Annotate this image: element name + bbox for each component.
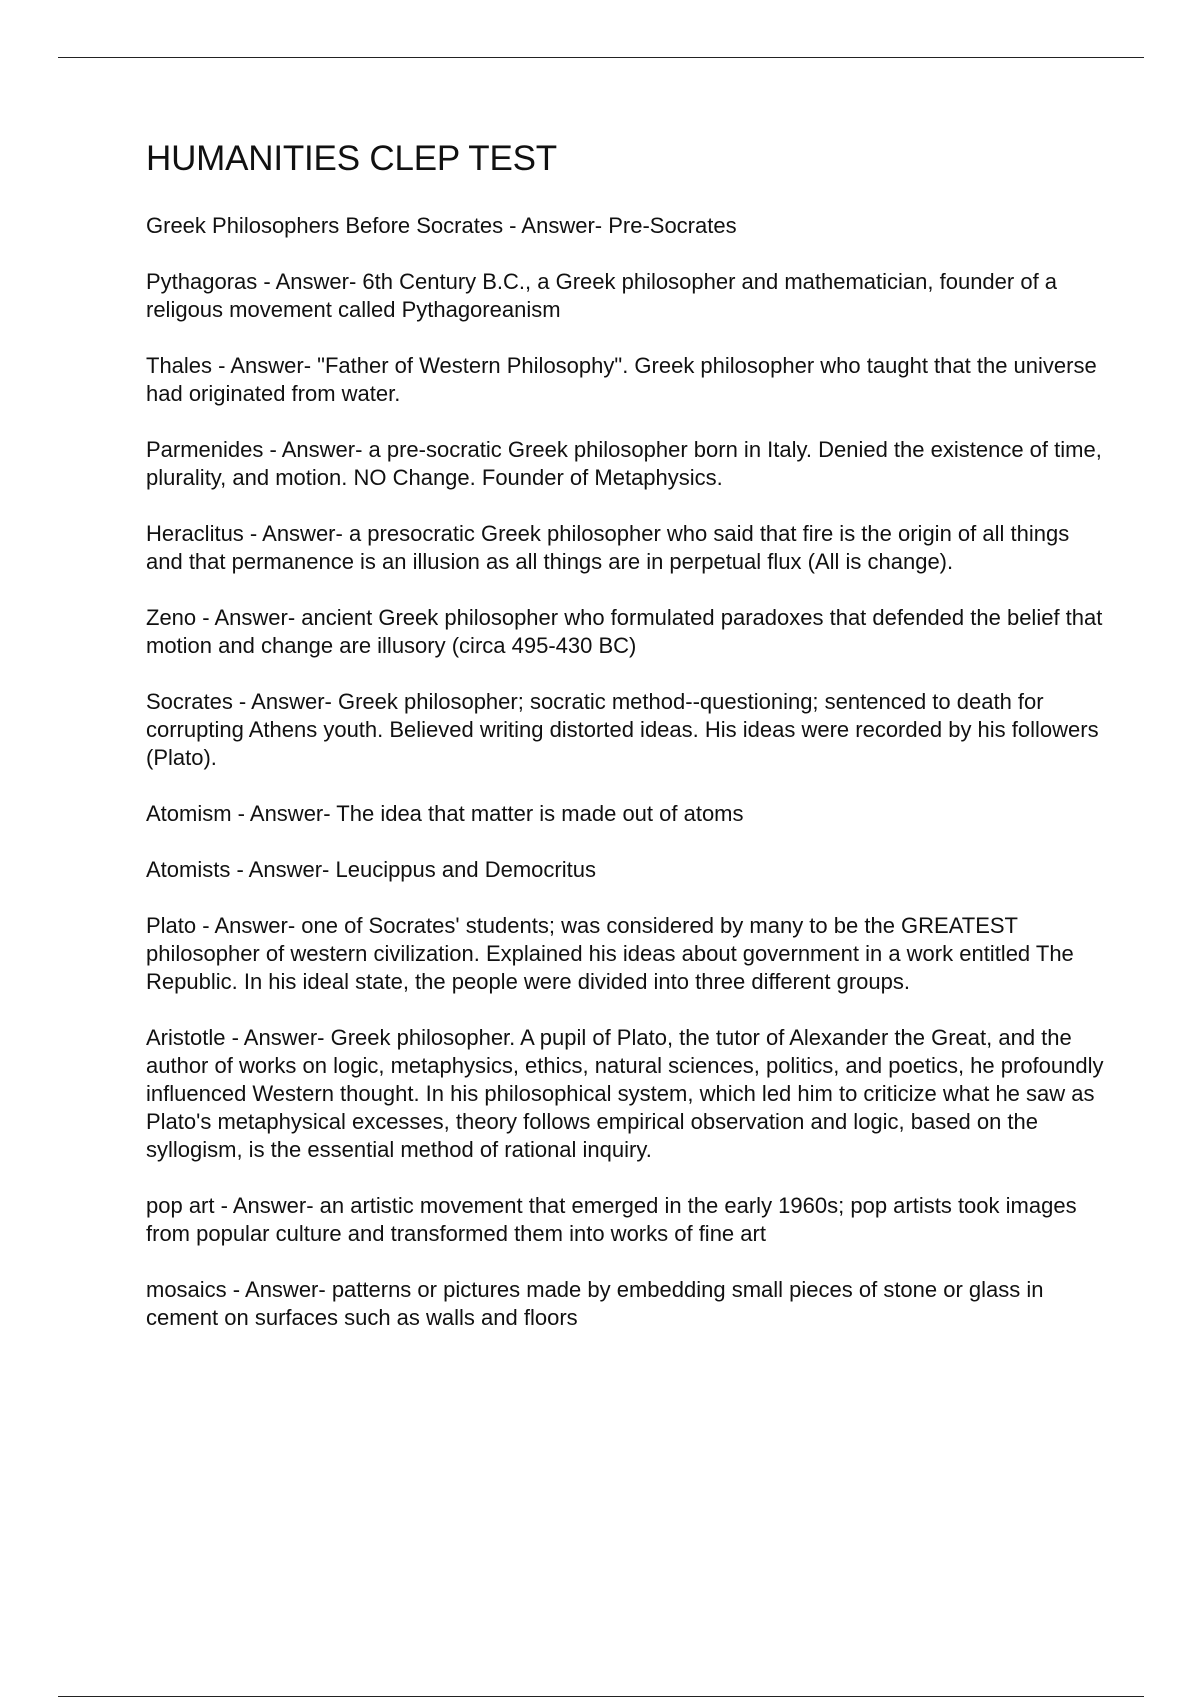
list-item: Pythagoras - Answer- 6th Century B.C., a Greek philosopher and mathematician, founder of a religous movement called Pythagoreanism [146, 269, 1058, 322]
list-item: Atomists - Answer- Leucippus and Democritus [146, 857, 596, 882]
list-item: mosaics - Answer- patterns or pictures made by embedding small pieces of stone or glass in cement on surfaces such as walls and floors [146, 1277, 1044, 1330]
document-body [146, 138, 1106, 1360]
list-item: Parmenides - Answer- a pre-socratic Greek philosopher born in Italy. Denied the existence of time, plurality, and motion. NO Change. Founder of Metaphysics. [146, 437, 1102, 490]
top-rule [58, 57, 1144, 58]
list-item: Heraclitus - Answer- a presocratic Greek philosopher who said that fire is the origin of all things and that permanence is an illusion as all things are in perpetual flux (All is change). [146, 521, 1070, 574]
document-title: HUMANITIES CLEP TEST [146, 139, 557, 178]
list-item: pop art - Answer- an artistic movement that emerged in the early 1960s; pop artists took images from popular culture and transformed them into works of fine art [146, 1193, 1077, 1246]
list-item: Zeno - Answer- ancient Greek philosopher who formulated paradoxes that defended the belief that motion and change are illusory (circa 495-430 BC) [146, 605, 1103, 658]
list-item: Thales - Answer- "Father of Western Philosophy". Greek philosopher who taught that the universe had originated from water. [146, 353, 1097, 406]
list-item: Plato - Answer- one of Socrates' students; was considered by many to be the GREATEST philosopher of western civilization. Explained his ideas about government in a work entitled The Republic. In his ideal state, the people were divided into three different groups. [146, 913, 1074, 994]
entry-list [146, 212, 1106, 1332]
list-item: Greek Philosophers Before Socrates - Answer- Pre-Socrates [146, 213, 737, 238]
list-item: Aristotle - Answer- Greek philosopher. A pupil of Plato, the tutor of Alexander the Great, and the author of works on logic, metaphysics, ethics, natural sciences, politics, and poetics, he profoundly influenced Western thought. In his philosophical system, which led him to criticize what he saw as Plato's metaphysical excesses, theory follows empirical observation and logic, based on the syllogism, is the essential method of rational inquiry. [146, 1025, 1104, 1162]
list-item: Atomism - Answer- The idea that matter is made out of atoms [146, 801, 744, 826]
list-item: Socrates - Answer- Greek philosopher; socratic method--questioning; sentenced to death for corrupting Athens youth. Believed writing distorted ideas. His ideas were recorded by his followers (Plato). [146, 689, 1099, 770]
bottom-rule [58, 1696, 1144, 1697]
